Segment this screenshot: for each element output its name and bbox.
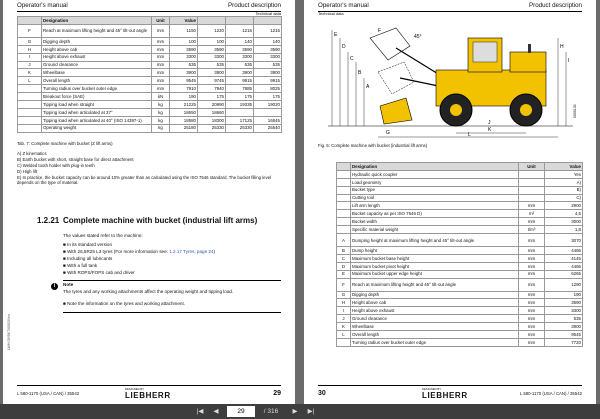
table-cell: 3070: [545, 234, 583, 247]
table-cell: 9545: [170, 77, 198, 85]
footer-rule: [318, 385, 582, 386]
table-cell: L: [18, 77, 42, 85]
table-row: [337, 234, 583, 247]
table-cell: mm: [519, 307, 545, 315]
table-cell: Ground clearance: [351, 315, 519, 323]
table-cell: mm: [519, 254, 545, 262]
table-row: [337, 178, 583, 186]
table-cell: Tipping load when straight: [42, 101, 152, 109]
note-bullet: Note the information on the tyres and working attachment.: [67, 301, 186, 306]
table-header-row: [18, 17, 282, 25]
table-cell: mm: [519, 247, 545, 255]
table-cell: 18660: [198, 108, 226, 116]
table-cell: 19020: [254, 101, 282, 109]
header-right: Product description: [228, 2, 281, 9]
dim-label: C: [350, 56, 354, 62]
table-cell: E: [337, 270, 351, 278]
table-cell: [337, 218, 351, 226]
table-cell: 3000: [545, 218, 583, 226]
dim-label: I: [568, 58, 570, 64]
table-cell: 535: [198, 61, 226, 69]
table-row: [18, 45, 282, 53]
table-cell: A): [545, 178, 583, 186]
table-row: [337, 218, 583, 226]
dim-label: A: [366, 84, 370, 90]
table-cell: 7720: [545, 338, 583, 346]
table-row: [337, 338, 583, 346]
table-row: [337, 331, 583, 339]
table-cell: 1,8: [545, 226, 583, 234]
subheader: Technical data: [255, 11, 281, 16]
header-left: Operator's manual: [17, 2, 68, 9]
table-cell: 9745: [198, 77, 226, 85]
table-cell: mm: [519, 299, 545, 307]
bullet-text: In its standard version: [67, 242, 113, 247]
table-cell: mm: [519, 234, 545, 247]
table-cell: 18650: [170, 108, 198, 116]
table-cell: mm: [152, 53, 170, 61]
table-cell: Cutting tool: [351, 194, 519, 202]
table-cell: 2900: [545, 202, 583, 210]
table-row: [18, 85, 282, 93]
note-text: ■ Note the information on the tyres and working attachment.: [63, 301, 186, 306]
table-cell: kg: [152, 124, 170, 132]
page-number: 30: [318, 390, 326, 397]
footnote: D) High lift: [17, 169, 38, 174]
table-cell: G: [337, 291, 351, 299]
table-cell: 4,5: [545, 210, 583, 218]
table-cell: Maximum bucket upper edge height: [351, 270, 519, 278]
table-cell: 3300: [545, 307, 583, 315]
table-row: [337, 323, 583, 331]
list-item: ■ With ROPS/FOPS cab and driver: [63, 270, 135, 275]
table-cell: [18, 124, 42, 132]
table-header-cell: Value: [545, 163, 583, 171]
table-cell: mm: [519, 291, 545, 299]
table-cell: [519, 186, 545, 194]
table-cell: 19335: [226, 101, 254, 109]
logo-small: DESIGNED BY: [125, 387, 145, 391]
table-cell: 3300: [254, 53, 282, 61]
intro-text: The values stated refer to the machine:: [63, 233, 143, 238]
bullet-list: [63, 241, 283, 276]
table-cell: mm: [152, 45, 170, 53]
table-cell: Wheelbase: [351, 323, 519, 331]
table-cell: Tipping load when articulated at 40° (ISO 14397-1): [42, 116, 152, 124]
table-cell: [337, 194, 351, 202]
table-cell: Tipping load when articulated at 37°: [42, 108, 152, 116]
table-cell: J: [18, 61, 42, 69]
table-cell: 3300: [198, 53, 226, 61]
figure-caption: Fig. 5: Complete machine with bucket (industrial lift arms): [318, 143, 428, 148]
cross-ref-link[interactable]: 1.2.17 Tyres, page 24: [169, 249, 214, 254]
bullet-text: With ROPS/FOPS cab and driver: [67, 270, 135, 275]
table-cell: H: [18, 45, 42, 53]
dim-label: G: [386, 130, 390, 136]
table-cell: A: [337, 234, 351, 247]
table-cell: 17125: [226, 116, 254, 124]
table-cell: 535: [545, 315, 583, 323]
bullet-text: With a full tank: [67, 263, 98, 268]
table-cell: 9915: [254, 77, 282, 85]
table-cell: 1215: [226, 24, 254, 37]
table-header-cell: [254, 17, 282, 25]
table-cell: 6265: [545, 270, 583, 278]
table-cell: Load geometry: [351, 178, 519, 186]
table-cell: [519, 170, 545, 178]
next-page-button[interactable]: ▶: [292, 408, 298, 415]
table-row: [18, 24, 282, 37]
table-row: [337, 254, 583, 262]
table-cell: m³: [519, 210, 545, 218]
table-row: [18, 101, 282, 109]
table-cell: mm: [152, 24, 170, 37]
table-cell: [18, 85, 42, 93]
table-cell: [519, 194, 545, 202]
table-cell: t/m³: [519, 226, 545, 234]
table-cell: 535: [226, 61, 254, 69]
section-number: 1.2.21: [37, 216, 60, 225]
table-cell: 9545: [545, 331, 583, 339]
spec-table-z-lift: [17, 16, 282, 133]
table-cell: mm: [152, 61, 170, 69]
logo-small: DESIGNED BY: [422, 387, 442, 391]
note-text: The tyres and any working attachments affect the operating weight and tipping load.: [63, 289, 234, 294]
table-cell: D: [337, 262, 351, 270]
table-row: [18, 77, 282, 85]
table-cell: Lift arm length: [351, 202, 519, 210]
table-cell: 175: [254, 93, 282, 101]
side-document-code: LWH 09/98/7/60620/en: [7, 314, 11, 350]
table-row: [337, 194, 583, 202]
table-cell: mm: [519, 270, 545, 278]
table-cell: [18, 116, 42, 124]
table-cell: 16845: [254, 116, 282, 124]
table-header-row: [337, 163, 583, 171]
spec-table-industrial-lift: [336, 162, 583, 347]
table-cell: mm: [519, 262, 545, 270]
table-cell: I: [18, 53, 42, 61]
table-cell: [519, 178, 545, 186]
table-cell: F: [337, 278, 351, 291]
first-page-button[interactable]: |◀: [196, 408, 204, 415]
table-cell: [337, 202, 351, 210]
table-cell: mm: [519, 218, 545, 226]
bullet-text: ): [213, 249, 216, 254]
table-cell: 18300: [198, 116, 226, 124]
table-cell: Turning radius over bucket outer edge: [42, 85, 152, 93]
table-header-cell: Designation: [42, 17, 152, 25]
table-row: [337, 315, 583, 323]
table-cell: 7940: [198, 85, 226, 93]
table-row: [337, 170, 583, 178]
table-cell: Height above cab: [351, 299, 519, 307]
list-item: ■ In its standard version: [63, 242, 113, 247]
footnote: C) Welded tooth holder with plug-in teeth: [17, 163, 95, 168]
page-header: [318, 2, 582, 12]
table-cell: 3900: [170, 69, 198, 77]
table-cell: Height above cab: [42, 45, 152, 53]
table-cell: 7910: [170, 85, 198, 93]
table-header-cell: [226, 17, 254, 25]
table-row: [337, 247, 583, 255]
footnote: B) Earth bucket with short, straight base for direct attachment: [17, 157, 134, 162]
table-cell: Reach at maximum lifting height and 45° tilt-out angle: [351, 278, 519, 291]
table-cell: 8025: [254, 85, 282, 93]
table-cell: Dump height: [351, 247, 519, 255]
table-cell: Height above exhaust: [351, 307, 519, 315]
table-cell: B: [337, 247, 351, 255]
table-header-cell: Value: [170, 17, 198, 25]
table-row: [337, 186, 583, 194]
table-header-cell: [337, 163, 351, 171]
table-cell: 20990: [198, 101, 226, 109]
table-cell: 175: [198, 93, 226, 101]
table-cell: [337, 186, 351, 194]
table-cell: [18, 93, 42, 101]
table-cell: [254, 108, 282, 116]
table-cell: 3590: [198, 45, 226, 53]
table-cell: 3900: [226, 69, 254, 77]
footer-text: L 580-1170 (USA / CAN) / 35542: [519, 391, 582, 396]
header-left: Operator's manual: [318, 2, 369, 9]
table-cell: Bucket width: [351, 218, 519, 226]
table-cell: K: [337, 323, 351, 331]
dim-label: 45°: [414, 34, 422, 40]
table-cell: Maximum bucket pivot height: [351, 262, 519, 270]
table-cell: mm: [152, 77, 170, 85]
table-cell: H: [337, 299, 351, 307]
table-row: [18, 93, 282, 101]
table-cell: C: [337, 254, 351, 262]
footnote: E) In practice, the bucket capacity can be around 10% greater than as calculated using the ISO 7546 standard. The bucket filling level depends on the type of material.: [17, 175, 272, 185]
table-header-cell: [18, 17, 42, 25]
page-header: [17, 2, 281, 12]
table-cell: 140: [254, 37, 282, 45]
table-header-cell: Unit: [519, 163, 545, 171]
table-row: [18, 124, 282, 132]
liebherr-logo: LIEBHERR: [125, 391, 171, 400]
note-label: Note: [63, 282, 74, 287]
total-pages: / 316: [263, 408, 279, 415]
table-row: [337, 270, 583, 278]
table-cell: 4466: [545, 247, 583, 255]
table-cell: Specific material weight: [351, 226, 519, 234]
footer-rule: [17, 385, 281, 386]
table-cell: C): [545, 194, 583, 202]
table-cell: L: [337, 331, 351, 339]
table-cell: 3590: [226, 45, 254, 53]
footer-text: L 580-1170 (USA / CAN) / 35542: [17, 391, 80, 396]
table-cell: Reach at maximum lifting height and 45° tilt-out angle: [42, 24, 152, 37]
table-cell: 1220: [198, 24, 226, 37]
figure-id: 0000134: [573, 104, 577, 118]
subheader: Technical data: [318, 11, 344, 16]
table-cell: 3300: [170, 53, 198, 61]
table-cell: 9915: [226, 77, 254, 85]
list-item: ■ With 26,5R25 L3 tyres (For more information see: 1.2.17 Tyres, page 24): [63, 249, 216, 254]
last-page-button[interactable]: ▶|: [307, 408, 315, 415]
table-cell: 100: [198, 37, 226, 45]
table-cell: mm: [519, 323, 545, 331]
table-cell: 3590: [545, 299, 583, 307]
table-cell: mm: [519, 202, 545, 210]
table-cell: [18, 108, 42, 116]
table-cell: [226, 108, 254, 116]
table-cell: 1215: [254, 24, 282, 37]
table-row: [337, 226, 583, 234]
table-cell: Ground clearance: [42, 61, 152, 69]
table-header-cell: Unit: [152, 17, 170, 25]
table-row: [18, 108, 282, 116]
table-cell: 25330: [226, 124, 254, 132]
table-cell: F: [18, 24, 42, 37]
liebherr-logo: LIEBHERR: [422, 391, 468, 400]
table-cell: 535: [170, 61, 198, 69]
table-cell: 7885: [226, 85, 254, 93]
table-cell: Overall length: [42, 77, 152, 85]
table-cell: mm: [519, 278, 545, 291]
table-cell: Hydraulic quick coupler: [351, 170, 519, 178]
table-caption: Tab. 7: Complete machine with bucket (Z lift arms): [17, 141, 113, 146]
table-row: [18, 37, 282, 45]
table-cell: Bucket type: [351, 186, 519, 194]
footnote: A) Z kinematics: [17, 151, 47, 156]
table-cell: 4145: [545, 254, 583, 262]
section-title: Complete machine with bucket (industrial lift arms): [63, 216, 258, 225]
table-cell: Bucket capacity as per ISO 7546 D): [351, 210, 519, 218]
page-number: 29: [273, 390, 281, 397]
table-cell: Yes: [545, 170, 583, 178]
table-cell: [337, 226, 351, 234]
table-row: [337, 210, 583, 218]
table-row: [337, 278, 583, 291]
table-row: [18, 61, 282, 69]
info-icon: i: [51, 283, 58, 290]
note-box: [53, 280, 281, 313]
table-cell: G: [18, 37, 42, 45]
page-navigation-toolbar: [0, 404, 600, 419]
page-number-input[interactable]: [227, 406, 255, 417]
table-cell: 4466: [545, 262, 583, 270]
dim-label: B: [358, 70, 362, 76]
table-cell: 3900: [198, 69, 226, 77]
table-cell: [18, 101, 42, 109]
table-cell: 3900: [254, 69, 282, 77]
table-cell: Breakout force (SAE): [42, 93, 152, 101]
table-cell: mm: [152, 37, 170, 45]
table-cell: [337, 338, 351, 346]
table-cell: mm: [519, 331, 545, 339]
table-row: [337, 262, 583, 270]
page-29: [3, 0, 295, 404]
table-header-cell: [198, 17, 226, 25]
table-row: [18, 69, 282, 77]
table-cell: K: [18, 69, 42, 77]
table-cell: Digging depth: [351, 291, 519, 299]
table-cell: 190: [545, 291, 583, 299]
table-cell: 3590: [254, 45, 282, 53]
table-row: [337, 291, 583, 299]
table-cell: kg: [152, 108, 170, 116]
table-cell: 1290: [545, 278, 583, 291]
table-row: [337, 307, 583, 315]
table-cell: Digging depth: [42, 37, 152, 45]
table-cell: 535: [254, 61, 282, 69]
list-item: ■ With a full tank: [63, 263, 98, 268]
table-header-cell: Designation: [351, 163, 519, 171]
table-row: [337, 299, 583, 307]
wheel-loader-dimension-figure: [318, 18, 582, 138]
table-cell: kg: [152, 101, 170, 109]
dim-label: L: [468, 132, 471, 138]
table-cell: mm: [152, 69, 170, 77]
dim-label: F: [378, 28, 382, 34]
table-cell: Height above exhaust: [42, 53, 152, 61]
table-cell: Wheelbase: [42, 69, 152, 77]
table-cell: 1150: [170, 24, 198, 37]
table-row: [18, 116, 282, 124]
table-cell: 140: [226, 37, 254, 45]
table-cell: 25540: [254, 124, 282, 132]
table-cell: I: [337, 307, 351, 315]
table-cell: mm: [519, 338, 545, 346]
table-cell: B): [545, 186, 583, 194]
page-30: [304, 0, 596, 404]
table-cell: 25330: [198, 124, 226, 132]
table-cell: 3900: [545, 323, 583, 331]
table-cell: Dumping height at maximum lifting height and 45° tilt-out angle: [351, 234, 519, 247]
table-cell: kg: [152, 116, 170, 124]
table-cell: Turning radius over bucket outer edge: [351, 338, 519, 346]
bullet-text: Including all lubricants: [67, 256, 113, 261]
table-cell: 175: [226, 93, 254, 101]
table-cell: Maximum bucket base height: [351, 254, 519, 262]
table-cell: 190: [170, 93, 198, 101]
table-cell: 18580: [170, 116, 198, 124]
header-right: Product description: [529, 2, 582, 9]
prev-page-button[interactable]: ◀: [213, 408, 219, 415]
table-cell: 3590: [170, 45, 198, 53]
table-cell: J: [337, 315, 351, 323]
table-row: [18, 53, 282, 61]
table-cell: mm: [152, 85, 170, 93]
dim-label: D: [342, 44, 346, 50]
list-item: ■ Including all lubricants: [63, 256, 113, 261]
table-cell: 3300: [226, 53, 254, 61]
dim-label: K: [488, 127, 492, 133]
dim-label: H: [560, 44, 564, 50]
table-cell: kN: [152, 93, 170, 101]
dim-label: E: [334, 32, 338, 38]
table-cell: Overall length: [351, 331, 519, 339]
bullet-text: With 26,5R25 L3 tyres (For more information see:: [67, 249, 170, 254]
table-cell: [337, 170, 351, 178]
table-cell: 21225: [170, 101, 198, 109]
table-cell: Operating weight: [42, 124, 152, 132]
table-cell: 25180: [170, 124, 198, 132]
table-cell: 100: [170, 37, 198, 45]
footnotes: [17, 151, 281, 185]
table-cell: [337, 178, 351, 186]
table-cell: [337, 210, 351, 218]
table-cell: mm: [519, 315, 545, 323]
dim-label: J: [488, 120, 491, 126]
table-row: [337, 202, 583, 210]
